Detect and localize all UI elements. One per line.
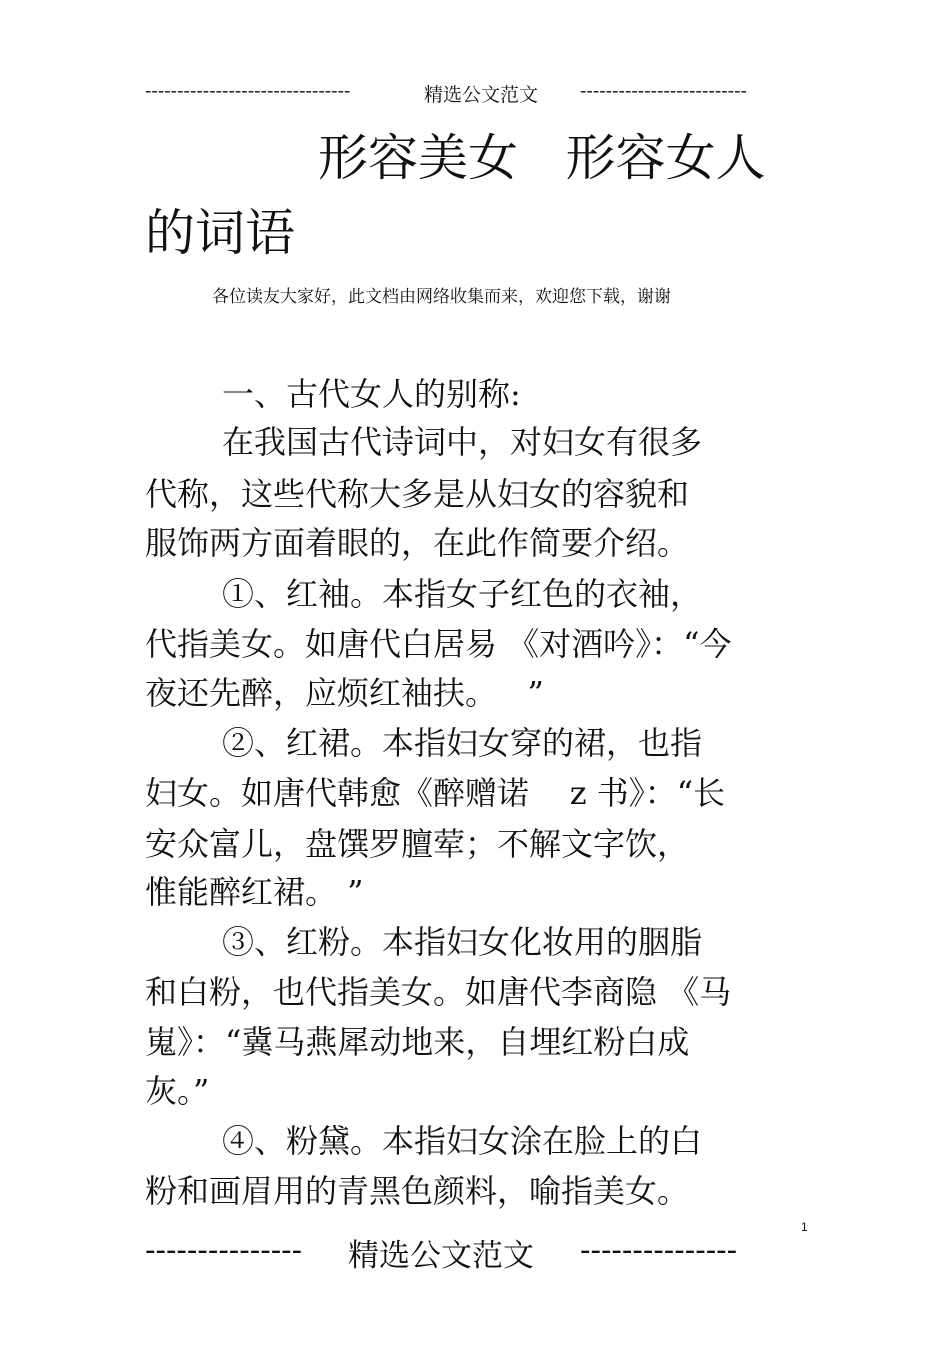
subtitle: 各位读友大家好，此文档由网络收集而来，欢迎您下载，谢谢 [212, 287, 671, 307]
body-line: 灰。” [145, 1072, 210, 1110]
footer-left-dashes: --------------- [145, 1232, 303, 1268]
body-line: 惟能醉红裙。 ” [145, 873, 364, 911]
body-line: 夜还先醉，应烦红袖扶。 ” [145, 674, 544, 712]
header-label: 精选公文范文 [424, 84, 539, 106]
body-line: 和白粉，也代指美女。如唐代李商隐 《马 [145, 973, 732, 1011]
header-left-dashes: -------------------------------- [145, 80, 351, 102]
body-line: 代指美女。如唐代白居易 《对酒吟》：“今 [145, 625, 732, 663]
body-line: 嵬》：“冀马燕犀动地来，自埋红粉白成 [145, 1023, 690, 1061]
header-right-dashes: -------------------------- [580, 80, 747, 102]
body-line: 服饰两方面着眼的，在此作简要介绍。 [145, 524, 690, 562]
body-line: 一、古代女人的别称: [222, 375, 521, 413]
body-line: ①、红袖。本指女子红色的衣袖， [222, 575, 703, 613]
title-line-2: 的词语 [145, 204, 295, 262]
body-line: ③、红粉。本指妇女化妆用的胭脂 [222, 923, 703, 961]
body-line: 安众富儿，盘馔罗膻荤；不解文字饮， [145, 825, 690, 863]
body-line: ④、粉黛。本指妇女涂在脸上的白 [222, 1122, 703, 1160]
footer-label: 精选公文范文 [348, 1238, 534, 1274]
body-line: 代称，这些代称大多是从妇女的容貌和 [145, 475, 690, 513]
title-line-1: 形容美女 形容女人 [318, 129, 766, 187]
footer-right-dashes: --------------- [580, 1232, 738, 1268]
body-line: 在我国古代诗词中，对妇女有很多 [222, 423, 703, 461]
body-line: 妇女。如唐代韩愈《醉赠诺 z 书》：“长 [145, 774, 726, 812]
body-line: 粉和画眉用的青黑色颜料，喻指美女。 [145, 1172, 690, 1210]
page-number: 1 [801, 1220, 808, 1234]
body-line: ②、红裙。本指妇女穿的裙，也指 [222, 724, 703, 762]
